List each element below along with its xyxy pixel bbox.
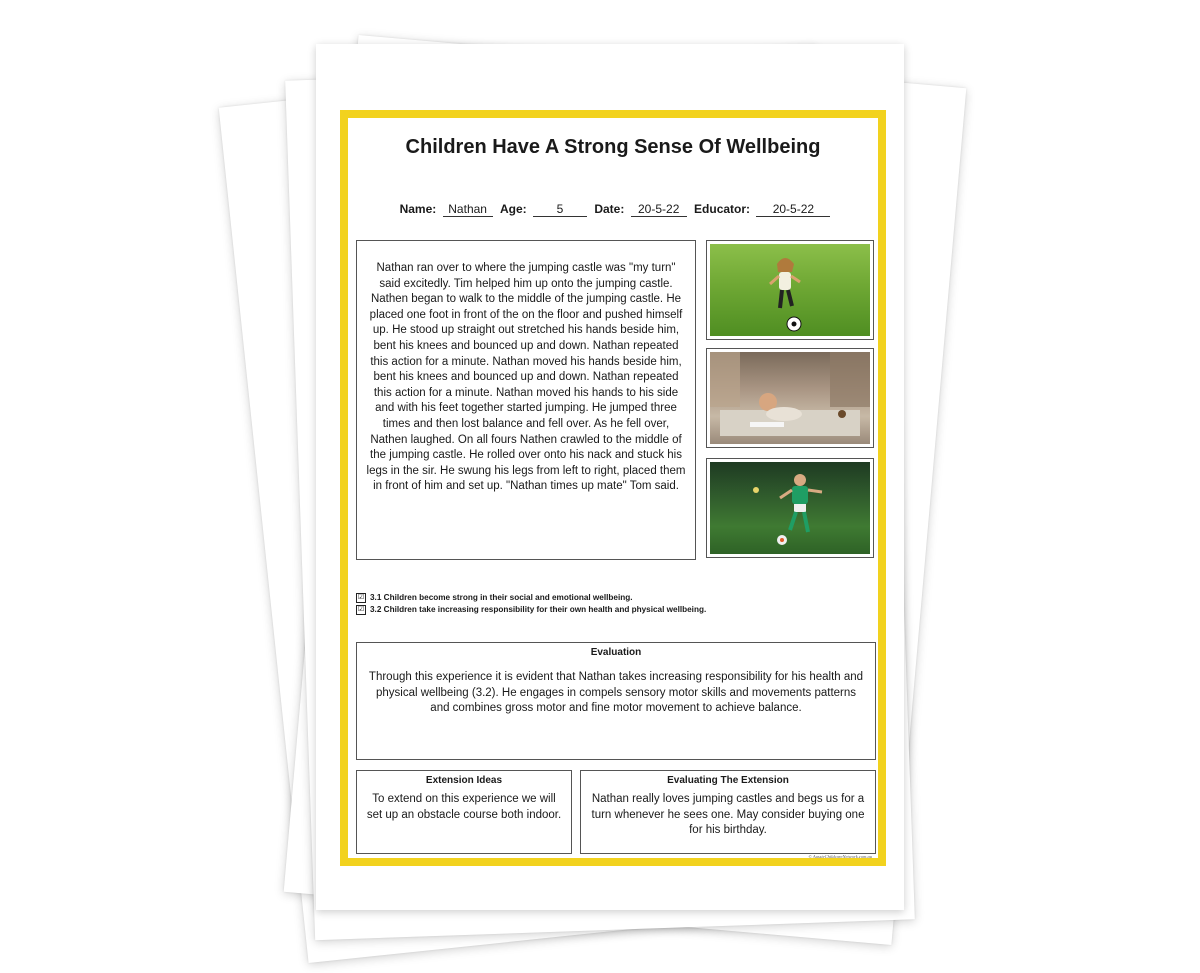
extension-ideas-box: [356, 770, 572, 854]
name-label: Name:: [399, 202, 437, 216]
girl-soccer-illustration: [710, 244, 870, 336]
age-label: Age:: [499, 202, 527, 216]
outcome-item: [356, 592, 876, 604]
photo-boy-soccer: [706, 458, 874, 558]
outcome-text: 3.2 Children take increasing responsibility for their own health and physical wellbeing.: [370, 605, 707, 614]
baby-drawing-illustration: [710, 352, 870, 444]
document-title: Children Have A Strong Sense Of Wellbeing: [405, 136, 821, 158]
yellow-frame: [340, 110, 886, 866]
evaluation-heading: Evaluation: [590, 647, 642, 658]
date-label: Date:: [594, 202, 625, 216]
observation-story: Nathan ran over to where the jumping castle was "my turn" said excitedly. Tim helped him up onto the jumping castle. Nathen began to walk to the middle of the jumping castle. He placed one foot in front of the on the floor and pushed himself up. He stood up straight out stretched his hands beside him, bent his knees and bounced up and down. Nathan repeated this action for a minute. Nathan moved his hands beside him, bent his knees and bounced up and down. Nathan repeated this action for a minute. Nathan moved his hands to his side and with his feet together started jumping. He jumped three times and then lost balance and fell over. As he fell over, Nathen laughed. On all fours Nathen crawled to the middle of the jumping castle. He rolled over onto his nack and stuck his legs in the sir. He swung his legs from left to right, placed them in front of him and set up. "Nathan times up mate" Tom said.: [356, 240, 696, 560]
educator-value: 20-5-22: [756, 203, 830, 217]
extension-heading: Extension Ideas: [425, 775, 503, 786]
age-value: 5: [533, 203, 587, 217]
evaluating-extension-text: Nathan really loves jumping castles and begs us for a turn whenever he sees one. May consider buying one for his birthday.: [591, 793, 865, 836]
info-fields: [348, 202, 878, 217]
evaluation-box: [356, 642, 876, 760]
evaluation-text: Through this experience it is evident that Nathan takes increasing responsibility for his health and physical wellbeing (3.2). He engages in compels sensory motor skills and movements patterns and combines gross motor and fine motor movement to achieve balance.: [368, 671, 864, 714]
evaluating-extension-heading: Evaluating The Extension: [667, 775, 789, 786]
evaluating-extension-box: [580, 770, 876, 854]
photo-baby-drawing: [706, 348, 874, 448]
extension-text: To extend on this experience we will set up an obstacle course both indoor.: [366, 793, 562, 821]
learning-outcomes: [356, 592, 876, 616]
checkbox-checked-icon: ☑: [357, 606, 365, 613]
name-value: Nathan: [443, 203, 493, 217]
educator-label: Educator:: [694, 202, 751, 216]
checkbox-checked-icon: ☑: [357, 594, 365, 601]
outcome-item: [356, 604, 876, 616]
outcome-text: 3.1 Children become strong in their social and emotional wellbeing.: [370, 593, 633, 602]
document-page: [316, 44, 904, 910]
boy-soccer-illustration: [710, 462, 870, 554]
copyright-notice: © AussieChildcareNetwork.com.au: [808, 854, 872, 859]
date-value: 20-5-22: [631, 203, 687, 217]
photo-girl-soccer: [706, 240, 874, 340]
